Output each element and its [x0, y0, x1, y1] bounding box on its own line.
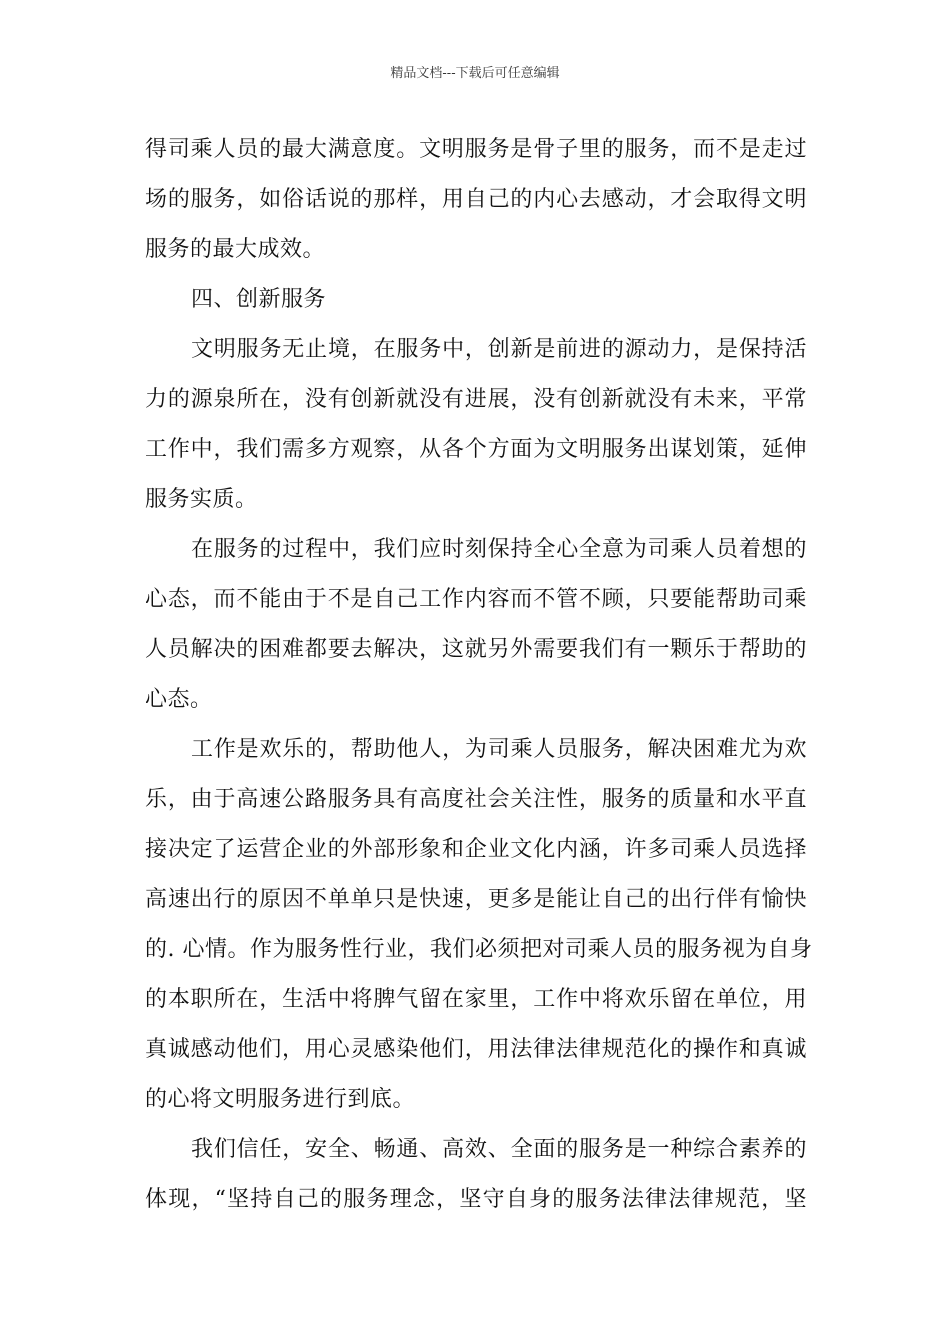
text-line: 四、创新服务 [191, 287, 327, 312]
paragraph [145, 525, 807, 725]
text-line: 真诚感动他们，用心灵感染他们，用法律法律规范化的操作和真诚 [145, 1037, 807, 1062]
paragraph [145, 725, 813, 1125]
text-line: 接决定了运营企业的外部形象和企业文化内涵，许多司乘人员选择 [145, 837, 807, 862]
text-line: 我们信任，安全、畅通、高效、全面的服务是一种综合素养的 [191, 1137, 807, 1162]
text-line: 的心将文明服务进行到底。 [145, 1087, 416, 1112]
text-line: 的. 心情。作为服务性行业，我们必须把对司乘人员的服务视为自身 [145, 937, 813, 962]
document-body [145, 125, 813, 1225]
text-line: 人员解决的困难都要去解决，这就另外需要我们有一颗乐于帮助的 [145, 637, 807, 662]
text-line: 高速出行的原因不单单只是快速，更多是能让自己的出行伴有愉快 [145, 887, 807, 912]
text-line: 心态。 [145, 687, 213, 712]
paragraph [145, 125, 807, 275]
text-line: 服务实质。 [145, 487, 258, 512]
page-header: 精品文档---下载后可任意编辑 [390, 66, 560, 81]
text-line: 的本职所在，生活中将脾气留在家里，工作中将欢乐留在单位，用 [145, 987, 807, 1012]
text-line: 得司乘人员的最大满意度。文明服务是骨子里的服务，而不是走过 [145, 137, 807, 162]
text-line: 场的服务，如俗话说的那样，用自己的内心去感动，才会取得文明 [145, 187, 807, 212]
text-line: 心态，而不能由于不是自己工作内容而不管不顾，只要能帮助司乘 [145, 587, 807, 612]
text-line: 力的源泉所在，没有创新就没有进展，没有创新就没有未来，平常 [145, 387, 807, 412]
text-line: 乐，由于高速公路服务具有高度社会关注性，服务的质量和水平直 [145, 787, 807, 812]
text-line: 服务的最大成效。 [145, 237, 326, 262]
text-line: 工作中，我们需多方观察，从各个方面为文明服务出谋划策，延伸 [145, 437, 807, 462]
section-heading [145, 275, 807, 325]
text-line: 文明服务无止境，在服务中，创新是前进的源动力，是保持活 [191, 337, 807, 362]
text-line: 工作是欢乐的，帮助他人，为司乘人员服务，解决困难尤为欢 [191, 737, 807, 762]
paragraph [145, 1125, 807, 1225]
text-line: 体现，“坚持自己的服务理念，坚守自身的服务法律法律规范，坚 [145, 1187, 807, 1212]
paragraph [145, 325, 807, 525]
text-line: 在服务的过程中，我们应时刻保持全心全意为司乘人员着想的 [191, 537, 807, 562]
